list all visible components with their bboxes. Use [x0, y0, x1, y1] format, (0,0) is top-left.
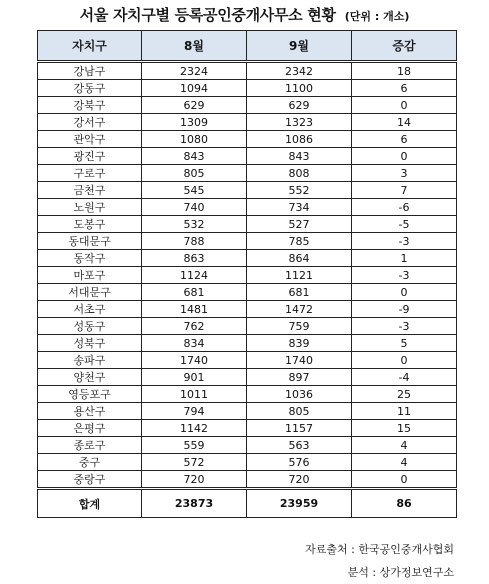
header-district: 자치구 [38, 31, 142, 62]
table-row [38, 301, 457, 318]
cell-change: 0 [352, 352, 457, 369]
table-row [38, 420, 457, 437]
table-header [38, 31, 457, 62]
cell-september: 720 [247, 471, 352, 489]
cell-september: 629 [247, 97, 352, 114]
cell-change: 11 [352, 403, 457, 420]
cell-change: -9 [352, 301, 457, 318]
table-row [38, 352, 457, 369]
cell-august: 863 [142, 250, 247, 267]
header-august: 8월 [142, 31, 247, 62]
total-september: 23959 [247, 489, 352, 518]
table-row [38, 62, 457, 80]
cell-change: -5 [352, 216, 457, 233]
table-row [38, 454, 457, 471]
table-row [38, 318, 457, 335]
cell-august: 1094 [142, 80, 247, 97]
cell-september: 1157 [247, 420, 352, 437]
cell-district: 강북구 [38, 97, 142, 114]
table-row [38, 250, 457, 267]
table-row [38, 335, 457, 352]
cell-september: 1121 [247, 267, 352, 284]
cell-august: 720 [142, 471, 247, 489]
cell-august: 788 [142, 233, 247, 250]
cell-change: 4 [352, 454, 457, 471]
table-row [38, 267, 457, 284]
cell-august: 532 [142, 216, 247, 233]
table-row [38, 284, 457, 301]
table-row [38, 114, 457, 131]
cell-district: 용산구 [38, 403, 142, 420]
cell-district: 종로구 [38, 437, 142, 454]
cell-change: 7 [352, 182, 457, 199]
cell-september: 843 [247, 148, 352, 165]
cell-change: 4 [352, 437, 457, 454]
cell-september: 2342 [247, 62, 352, 80]
cell-august: 1309 [142, 114, 247, 131]
table-body [38, 62, 457, 489]
cell-district: 강남구 [38, 62, 142, 80]
cell-august: 843 [142, 148, 247, 165]
cell-august: 545 [142, 182, 247, 199]
total-change: 86 [352, 489, 457, 518]
cell-district: 관악구 [38, 131, 142, 148]
cell-change: -3 [352, 267, 457, 284]
cell-september: 839 [247, 335, 352, 352]
table-row [38, 233, 457, 250]
cell-district: 양천구 [38, 369, 142, 386]
cell-september: 1086 [247, 131, 352, 148]
cell-district: 강서구 [38, 114, 142, 131]
cell-september: 1472 [247, 301, 352, 318]
cell-change: -3 [352, 318, 457, 335]
cell-august: 805 [142, 165, 247, 182]
cell-district: 도봉구 [38, 216, 142, 233]
cell-september: 808 [247, 165, 352, 182]
cell-district: 은평구 [38, 420, 142, 437]
cell-august: 740 [142, 199, 247, 216]
cell-change: -4 [352, 369, 457, 386]
cell-district: 구로구 [38, 165, 142, 182]
cell-change: 6 [352, 131, 457, 148]
cell-september: 563 [247, 437, 352, 454]
cell-district: 마포구 [38, 267, 142, 284]
source-note: 자료출처 : 한국공인중개사협회 [305, 543, 454, 556]
cell-august: 762 [142, 318, 247, 335]
analysis-note: 분석 : 상가정보연구소 [347, 566, 454, 579]
cell-august: 1011 [142, 386, 247, 403]
cell-september: 759 [247, 318, 352, 335]
cell-september: 552 [247, 182, 352, 199]
cell-change: 0 [352, 97, 457, 114]
cell-september: 897 [247, 369, 352, 386]
cell-change: -6 [352, 199, 457, 216]
header-change: 증감 [352, 31, 457, 62]
cell-district: 중구 [38, 454, 142, 471]
cell-district: 중랑구 [38, 471, 142, 489]
cell-august: 1481 [142, 301, 247, 318]
cell-august: 901 [142, 369, 247, 386]
cell-august: 2324 [142, 62, 247, 80]
cell-september: 805 [247, 403, 352, 420]
title-text: 서울 자치구별 등록공인중개사무소 현황 [79, 6, 336, 24]
cell-change: 3 [352, 165, 457, 182]
cell-district: 금천구 [38, 182, 142, 199]
cell-august: 1740 [142, 352, 247, 369]
cell-september: 1036 [247, 386, 352, 403]
cell-september: 864 [247, 250, 352, 267]
cell-change: -3 [352, 233, 457, 250]
cell-change: 25 [352, 386, 457, 403]
table-row [38, 80, 457, 97]
cell-august: 629 [142, 97, 247, 114]
cell-september: 1323 [247, 114, 352, 131]
table-row [38, 131, 457, 148]
cell-august: 1142 [142, 420, 247, 437]
header-september: 9월 [247, 31, 352, 62]
cell-august: 559 [142, 437, 247, 454]
document-title [0, 4, 489, 28]
cell-district: 송파구 [38, 352, 142, 369]
cell-september: 785 [247, 233, 352, 250]
cell-change: 5 [352, 335, 457, 352]
cell-august: 1080 [142, 131, 247, 148]
cell-september: 681 [247, 284, 352, 301]
cell-district: 강동구 [38, 80, 142, 97]
cell-change: 0 [352, 148, 457, 165]
table-row [38, 199, 457, 216]
table-footer [38, 489, 457, 518]
table-row [38, 386, 457, 403]
table-row [38, 216, 457, 233]
unit-note: (단위 : 개소) [344, 10, 410, 23]
cell-change: 14 [352, 114, 457, 131]
table-row [38, 369, 457, 386]
cell-change: 0 [352, 284, 457, 301]
total-row [38, 489, 457, 518]
table-row [38, 471, 457, 489]
cell-district: 광진구 [38, 148, 142, 165]
cell-district: 동대문구 [38, 233, 142, 250]
table-row [38, 148, 457, 165]
office-count-table [37, 30, 457, 518]
cell-september: 1740 [247, 352, 352, 369]
cell-change: 0 [352, 471, 457, 489]
cell-september: 576 [247, 454, 352, 471]
table-row [38, 182, 457, 199]
cell-district: 서대문구 [38, 284, 142, 301]
total-august: 23873 [142, 489, 247, 518]
cell-district: 서초구 [38, 301, 142, 318]
cell-district: 동작구 [38, 250, 142, 267]
header-row [38, 31, 457, 62]
cell-august: 794 [142, 403, 247, 420]
cell-district: 성북구 [38, 335, 142, 352]
cell-change: 15 [352, 420, 457, 437]
cell-september: 1100 [247, 80, 352, 97]
cell-district: 노원구 [38, 199, 142, 216]
total-label: 합계 [38, 489, 142, 518]
cell-september: 734 [247, 199, 352, 216]
cell-september: 527 [247, 216, 352, 233]
cell-august: 572 [142, 454, 247, 471]
cell-change: 18 [352, 62, 457, 80]
cell-august: 1124 [142, 267, 247, 284]
cell-august: 681 [142, 284, 247, 301]
cell-district: 성동구 [38, 318, 142, 335]
cell-change: 6 [352, 80, 457, 97]
table-row [38, 403, 457, 420]
table-row [38, 437, 457, 454]
table-row [38, 165, 457, 182]
cell-district: 영등포구 [38, 386, 142, 403]
cell-august: 834 [142, 335, 247, 352]
cell-change: 1 [352, 250, 457, 267]
table-row [38, 97, 457, 114]
